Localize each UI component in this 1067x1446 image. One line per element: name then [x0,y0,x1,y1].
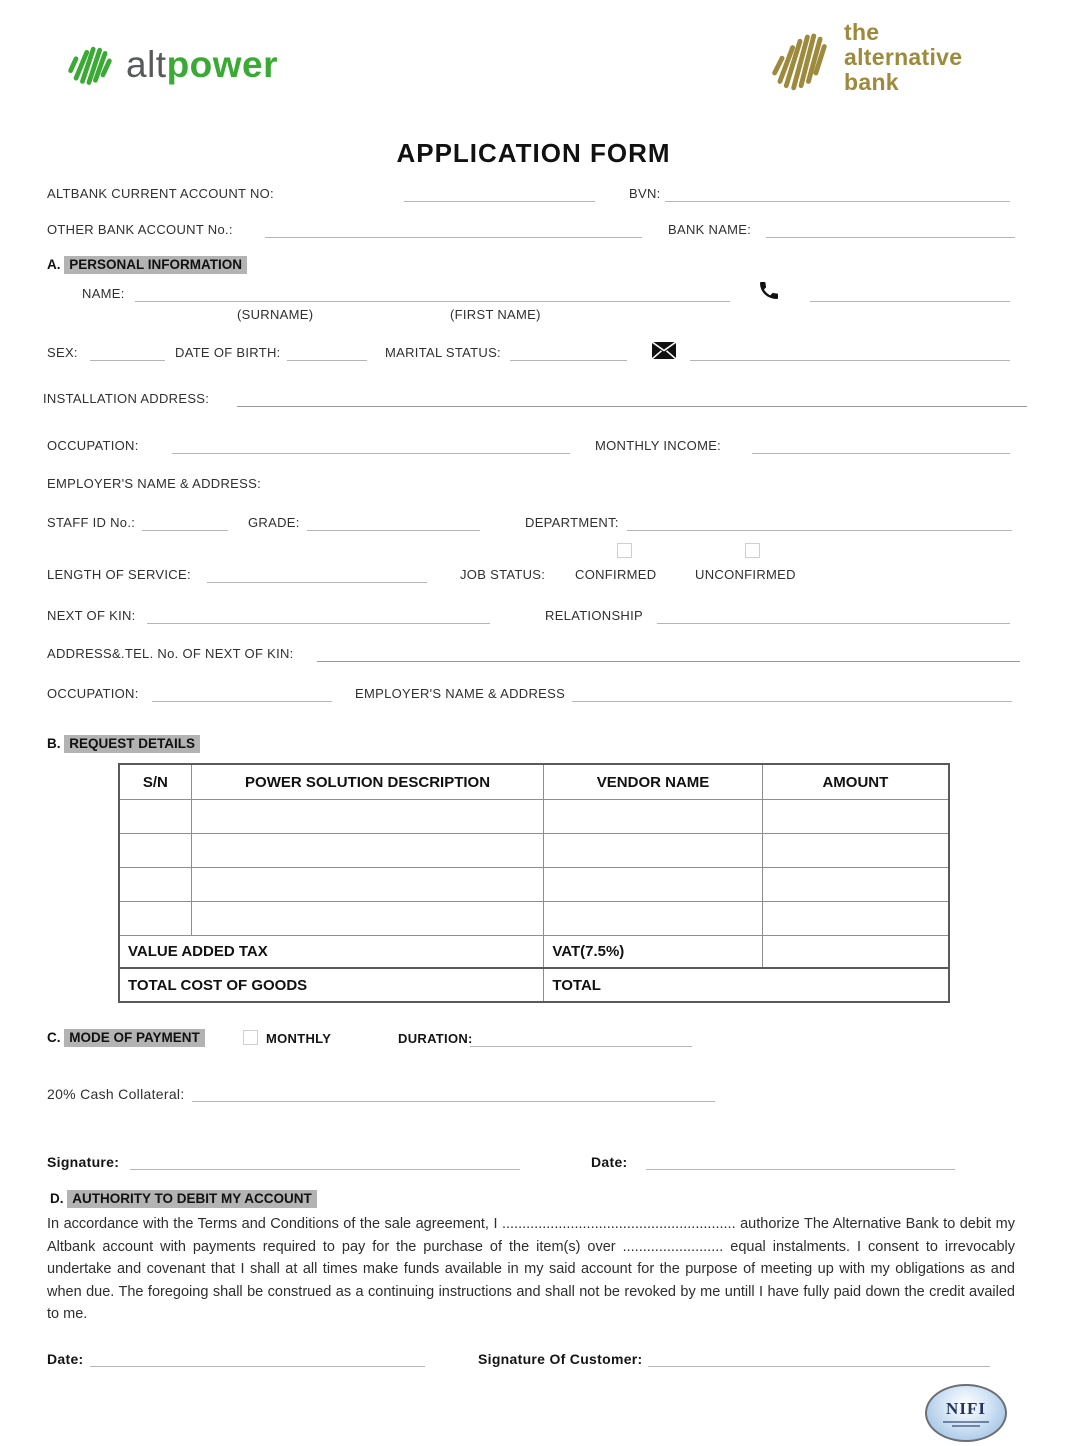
department-field[interactable] [627,515,1012,531]
section-d-title: AUTHORITY TO DEBIT MY ACCOUNT [67,1190,317,1208]
email-field[interactable] [690,345,1010,361]
length-of-service-field[interactable] [207,567,427,583]
section-b-title: REQUEST DETAILS [64,735,200,753]
confirmed-label: CONFIRMED [575,567,657,582]
nifi-badge-text: NIFI [946,1399,986,1418]
section-b-header [47,736,200,751]
total-amount-cell[interactable]: TOTAL [544,968,949,1002]
nifi-badge-subtext-line [943,1421,989,1423]
altpower-logo-text-alt: alt [126,43,167,85]
table-row [119,834,949,868]
relationship-field[interactable] [657,608,1010,624]
section-d-prefix: D. [50,1191,64,1206]
section-c-header [47,1030,205,1045]
bvn-label: BVN: [629,186,661,201]
sex-field[interactable] [90,345,165,361]
table-cell[interactable] [544,834,762,868]
grade-field[interactable] [307,515,480,531]
vat-row [119,936,949,969]
altbank-account-label: ALTBANK CURRENT ACCOUNT NO: [47,186,274,201]
name-label: NAME: [82,286,125,301]
kin-employer-label: EMPLOYER'S NAME & ADDRESS [355,686,566,701]
altpower-logo [62,34,278,95]
customer-signature-label: Signature Of Customer: [478,1351,643,1367]
unconfirmed-label: UNCONFIRMED [695,567,796,582]
monthly-checkbox[interactable] [243,1030,258,1045]
total-row [119,968,949,1002]
staff-id-field[interactable] [142,515,228,531]
table-row [119,868,949,902]
table-cell[interactable] [191,834,544,868]
next-of-kin-label: NEXT OF KIN: [47,608,136,623]
other-account-label: OTHER BANK ACCOUNT No.: [47,222,233,237]
table-cell[interactable] [119,834,191,868]
col-header-vendor: VENDOR NAME [544,764,762,800]
kin-occupation-field[interactable] [152,686,332,702]
bank-logo-line2: alternative [844,44,963,70]
table-cell[interactable] [762,902,949,936]
installation-address-field[interactable] [237,391,1027,407]
table-header-row [119,764,949,800]
table-cell[interactable] [191,868,544,902]
section-c-title: MODE OF PAYMENT [64,1029,205,1047]
vat-rate-cell: VAT(7.5%) [544,936,762,969]
dob-label: DATE OF BIRTH: [175,345,281,360]
alternative-bank-logo [768,18,962,97]
kin-occupation-label: OCCUPATION: [47,686,139,701]
bvn-field[interactable] [665,186,1010,202]
surname-caption: (SURNAME) [237,307,314,322]
section-a-title: PERSONAL INFORMATION [64,256,247,274]
table-cell[interactable] [544,800,762,834]
table-cell[interactable] [119,868,191,902]
col-header-desc: POWER SOLUTION DESCRIPTION [191,764,544,800]
staff-id-label: STAFF ID No.: [47,515,136,530]
request-details-table [118,763,950,1003]
dob-field[interactable] [287,345,367,361]
phone-icon [757,278,781,307]
kin-address-label: ADDRESS&.TEL. No. OF NEXT OF KIN: [47,646,294,661]
nifi-badge-subtext-line [952,1425,980,1427]
employer-label: EMPLOYER'S NAME & ADDRESS: [47,476,262,491]
table-row [119,902,949,936]
department-label: DEPARTMENT: [525,515,619,530]
authority-paragraph: In accordance with the Terms and Conditions of the sale agreement, I .......................................................... authorize The Alternative Bank to debit my Altbank account with payments required to pay for the purchase of the item(s) over ......................... equal instalments. I consent to irrevocably undertake and covenant that I shall at all times make funds available in my said account for the purpose of meeting up with my obligations as and when due. The foregoing shall be construed as a continuing instructions and shall not be revoked by me untill I have fully paid down the credit availed to me. [47,1216,1015,1322]
col-header-amount: AMOUNT [762,764,949,800]
monthly-income-label: MONTHLY INCOME: [595,438,722,453]
table-cell[interactable] [119,800,191,834]
customer-signature-field[interactable] [648,1351,990,1367]
bank-logo-line3: bank [844,69,899,95]
vat-label-cell: VALUE ADDED TAX [119,936,544,969]
total-label-cell: TOTAL COST OF GOODS [119,968,544,1002]
monthly-income-field[interactable] [752,438,1010,454]
other-account-field[interactable] [265,222,642,238]
unconfirmed-checkbox[interactable] [745,543,760,558]
cash-collateral-field[interactable] [192,1086,715,1102]
table-cell[interactable] [544,868,762,902]
duration-label: DURATION: [398,1031,473,1046]
bank-name-label: BANK NAME: [668,222,752,237]
table-cell[interactable] [762,868,949,902]
bank-name-field[interactable] [766,222,1015,238]
table-cell[interactable] [762,800,949,834]
altbank-account-field[interactable] [404,186,595,202]
table-cell[interactable] [119,902,191,936]
grade-label: GRADE: [248,515,300,530]
cash-collateral-label: 20% Cash Collateral: [47,1086,185,1102]
occupation-label: OCCUPATION: [47,438,139,453]
length-of-service-label: LENGTH OF SERVICE: [47,567,191,582]
date-field[interactable] [646,1154,955,1170]
marital-status-field[interactable] [510,345,627,361]
firstname-caption: (FIRST NAME) [450,307,541,322]
relationship-label: RELATIONSHIP [545,608,643,623]
altpower-stripes-icon [62,34,118,95]
job-status-label: JOB STATUS: [460,567,546,582]
nifi-badge [925,1384,1007,1442]
table-cell[interactable] [191,902,544,936]
marital-status-label: MARITAL STATUS: [385,345,501,360]
bank-stripes-icon [768,18,832,97]
kin-address-field[interactable] [317,646,1020,662]
confirmed-checkbox[interactable] [617,543,632,558]
section-d-header [50,1191,317,1206]
sex-label: SEX: [47,345,78,360]
table-cell[interactable] [191,800,544,834]
section-c-prefix: C. [47,1030,61,1045]
bottom-date-field[interactable] [90,1351,425,1367]
kin-employer-field[interactable] [572,686,1012,702]
page-title: APPLICATION FORM [396,138,671,168]
section-a-prefix: A. [47,257,61,272]
signature-field[interactable] [130,1154,520,1170]
name-field[interactable] [135,286,730,302]
altpower-logo-text-power: power [166,43,279,85]
installation-address-label: INSTALLATION ADDRESS: [43,391,210,406]
table-cell[interactable] [544,902,762,936]
bank-logo-line1: the [844,19,880,45]
bottom-date-label: Date: [47,1351,84,1367]
date-label: Date: [591,1154,628,1170]
occupation-field[interactable] [172,438,570,454]
next-of-kin-field[interactable] [147,608,490,624]
col-header-sn: S/N [119,764,191,800]
section-a-header [47,257,247,272]
signature-label: Signature: [47,1154,120,1170]
envelope-icon [652,342,676,364]
duration-field[interactable] [470,1031,692,1047]
section-b-prefix: B. [47,736,61,751]
table-row [119,800,949,834]
phone-field[interactable] [810,286,1010,302]
monthly-label: MONTHLY [266,1031,332,1046]
table-cell[interactable] [762,834,949,868]
vat-amount-cell[interactable] [762,936,949,969]
